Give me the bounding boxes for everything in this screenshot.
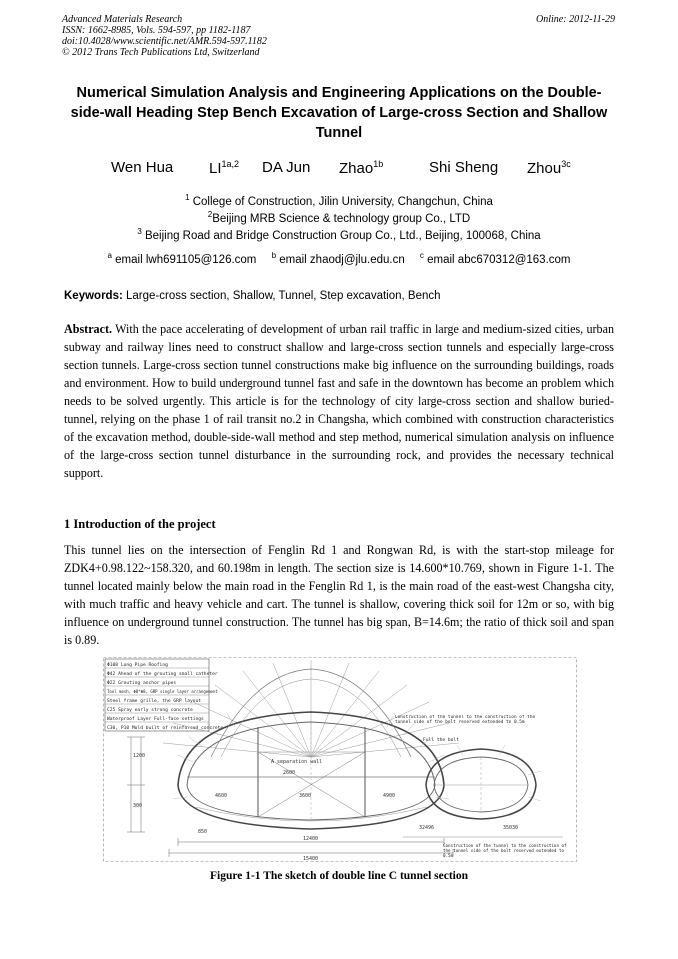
affiliation-3: $^3$ Beijing Road and Bridge Construction Group Co., Ltd., Beijing, 100068, China bbox=[137, 227, 541, 242]
author-2-first: DA Jun bbox=[262, 159, 311, 176]
svg-text:35030: 35030 bbox=[503, 825, 519, 831]
email-b[interactable]: $^b$ email zhaodj@jlu.edu.cn bbox=[271, 251, 405, 266]
legend-3: Φ22 Grouting anchor pipes bbox=[107, 681, 177, 686]
legend-5: Steel frame grille, the GRP layout bbox=[107, 699, 202, 704]
journal-header bbox=[62, 14, 267, 58]
svg-text:4900: 4900 bbox=[383, 793, 396, 799]
tunnel-section-figure bbox=[103, 657, 577, 862]
svg-text:2600: 2600 bbox=[283, 770, 296, 776]
note-1: Construction of the tunnel to the construction of the tunnel side of the bolt reserved extended to 0.5m bbox=[395, 715, 536, 726]
svg-text:32496: 32496 bbox=[419, 825, 435, 831]
section-1-text: This tunnel lies on the intersection of Fenglin Rd 1 and Rongwan Rd, is with the start-stop mileage for ZDK4+0.98.122~158.320, and 60.198m in length. The section size is 14.600*10.769, shown in Figure 1-1. The tunnel located mainly below the main road in the Fenglin Rd 1, is the main road of the east-west Changsha city, with much traffic and heavy vehicle and cart. The tunnel is shallow, covering thick soil for 12m or so, with big influence on underground tunnel construction. The tunnel has big span, B=14.6m; the ratio of thick soil and span is 0.89. bbox=[64, 543, 614, 647]
keywords: Keywords: Large-cross section, Shallow, Tunnel, Step excavation, Bench bbox=[64, 290, 441, 302]
svg-text:1200: 1200 bbox=[133, 753, 146, 759]
email-a[interactable]: $^a$ email lwh691105@126.com bbox=[107, 251, 257, 266]
svg-text:15400: 15400 bbox=[303, 856, 319, 862]
svg-text:12400: 12400 bbox=[303, 836, 319, 842]
legend-8: C30, P10 Mold built of reinforced concrete bbox=[107, 726, 224, 731]
svg-text:850: 850 bbox=[198, 829, 208, 835]
legend-4: Tool mesh, Φ8*Φ8, GRP single layer arrangement bbox=[107, 689, 218, 694]
legend-1: Φ108 Long Pipe Roofing bbox=[107, 663, 168, 668]
svg-text:300: 300 bbox=[133, 803, 143, 809]
legend-6: C25 Spray early strong concrete bbox=[107, 708, 193, 713]
section-1-heading: 1 Introduction of the project bbox=[64, 517, 216, 531]
author-3-first: Shi Sheng bbox=[429, 159, 499, 176]
svg-text:3600: 3600 bbox=[299, 793, 312, 799]
online-date: Online: 2012-11-29 bbox=[536, 14, 615, 25]
affiliation-1: $^1$ College of Construction, Jilin University, Changchun, China bbox=[185, 193, 493, 208]
author-2-last: Zhao$^{1b}$ bbox=[339, 159, 384, 177]
note-3: Construction of the tunnel to the construction of the tunnel side of the bolt reserved extended to 0.5m bbox=[443, 843, 567, 858]
affiliation-2: $^2$Beijing MRB Science & technology group Co., LTD bbox=[207, 210, 471, 225]
author-1-first: Wen Hua bbox=[111, 159, 174, 176]
abstract: Abstract. With the pace accelerating of development of urban rail traffic in large and medium-sized cities, urban subway and railway lines need to construct shallow and large-cross section tunnels and especially large-cross section tunnels. Large-cross section tunnel constructions make big influence on the surrounding buildings, roads and environment. How to build underground tunnel fast and safe in the downtown has become an problem which needs to be solved urgently. This article is for the technology of city large-cross section and shallow buried-tunnel, relying on the phase 1 of rail transit no.2 in Changsha, which combined with construction characteristics of the excavation method, double-side-wall method and step method, numerical simulation analysis on influence of the large-cross section tunnel disturbance in the surrounding rock, and provides the necessary technical support. bbox=[64, 322, 614, 480]
email-line bbox=[64, 251, 614, 266]
note-2: Full the bolt bbox=[423, 738, 459, 743]
journal-name: Advanced Materials Research bbox=[62, 14, 183, 25]
copyright-line: © 2012 Trans Tech Publications Ltd, Switzerland bbox=[62, 47, 260, 58]
author-3-last: Zhou$^{3c}$ bbox=[527, 159, 571, 177]
left-dimensions bbox=[127, 737, 145, 832]
svg-text:4600: 4600 bbox=[215, 793, 228, 799]
legend-7: Waterproof Layer Full-face settings bbox=[107, 717, 204, 722]
legend-2: Φ42 Ahead of the grouting small catheter bbox=[107, 672, 218, 677]
paper-title: Numerical Simulation Analysis and Engineering Applications on the Double-side-wall Heading Step Bench Excavation of Large-cross Section and Shallow Tunnel bbox=[70, 85, 608, 141]
issn-line: ISSN: 1662-8985, Vols. 594-597, pp 1182-1187 bbox=[62, 25, 251, 36]
side-tunnel bbox=[426, 749, 536, 819]
author-line bbox=[64, 159, 614, 181]
email-c[interactable]: $^c$ email abc670312@163.com bbox=[419, 251, 571, 266]
figure-caption: Figure 1-1 The sketch of double line C tunnel section bbox=[209, 870, 469, 882]
figure-legend bbox=[105, 659, 223, 731]
author-1-last: $LI^{1a,2}$ bbox=[209, 159, 240, 177]
doi-line: doi:10.4028/www.scientific.net/AMR.594-597.1182 bbox=[62, 36, 267, 47]
separation-wall-label: A separation wall bbox=[271, 759, 323, 765]
